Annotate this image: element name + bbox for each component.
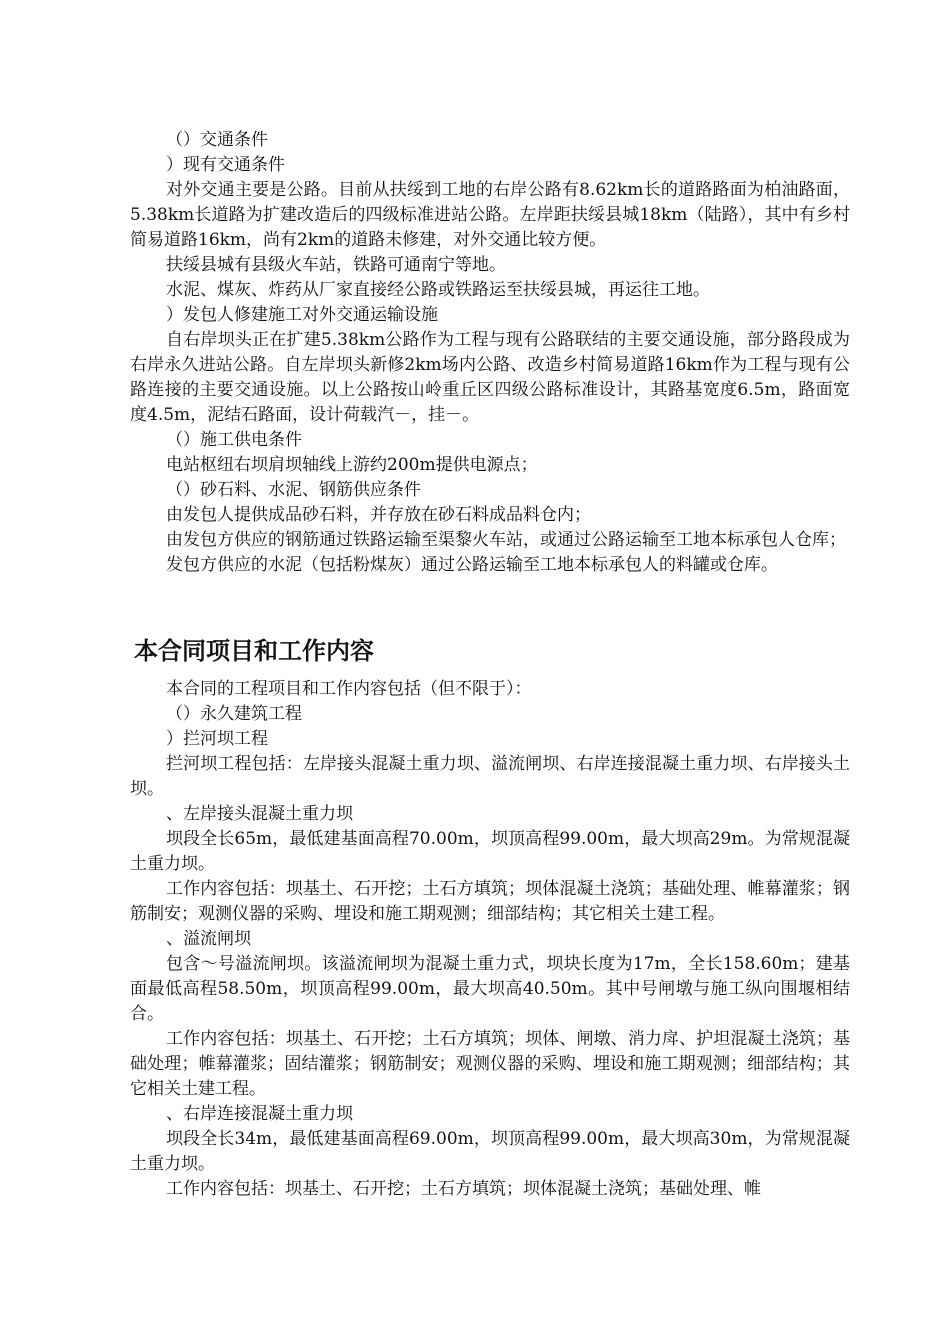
paragraph: 扶绥县城有县级火车站，铁路可通南宁等地。 — [166, 255, 506, 275]
paragraph: 坝段全长34m，最低建基面高程69.00m，坝顶高程99.00m，最大坝高30m，为常规混凝土重力坝。 — [130, 1129, 850, 1174]
section-heading: 本合同项目和工作内容 — [134, 637, 374, 665]
paragraph: 对外交通主要是公路。目前从扶绥到工地的右岸公路有8.62km长的道路路面为柏油路面，5.38km长道路为扩建改造后的四级标准进站公路。左岸距扶绥县城18km（陆路），其中有乡村简易道路16km，尚有2km的道路未修建，对外交通比较方便。 — [130, 180, 850, 250]
paragraph: ）拦河坝工程 — [166, 729, 268, 749]
paragraph: （）砂石料、水泥、钢筋供应条件 — [166, 480, 421, 500]
paragraph: 工作内容包括：坝基土、石开挖；土石方填筑；坝体、闸墩、消力戽、护坦混凝土浇筑；基础处理；帷幕灌浆；固结灌浆；钢筋制安；观测仪器的采购、埋设和施工期观测；细部结构；其它相关土建工程。 — [130, 1029, 850, 1099]
contract-items-section — [130, 677, 850, 1202]
paragraph: 由发包方供应的钢筋通过铁路运输至渠黎火车站，或通过公路运输至工地本标承包人仓库； — [166, 530, 846, 550]
paragraph: 工作内容包括：坝基土、石开挖；土石方填筑；坝体混凝土浇筑；基础处理、帷 — [166, 1179, 761, 1199]
paragraph: 、右岸连接混凝土重力坝 — [166, 1104, 353, 1124]
paragraph: 发包方供应的水泥（包括粉煤灰）通过公路运输至工地本标承包人的料罐或仓库。 — [166, 555, 778, 575]
paragraph: ）发包人修建施工对外交通运输设施 — [166, 305, 438, 325]
paragraph: ）现有交通条件 — [166, 155, 285, 175]
paragraph: （）永久建筑工程 — [166, 704, 302, 724]
traffic-conditions-section — [130, 128, 850, 578]
paragraph: 本合同的工程项目和工作内容包括（但不限于）： — [166, 679, 532, 699]
paragraph: 、左岸接头混凝土重力坝 — [166, 804, 353, 824]
paragraph: 拦河坝工程包括：左岸接头混凝土重力坝、溢流闸坝、右岸连接混凝土重力坝、右岸接头土坝。 — [130, 754, 850, 799]
paragraph: （）施工供电条件 — [166, 430, 302, 450]
paragraph: 水泥、煤灰、炸药从厂家直接经公路或铁路运至扶绥县城，再运往工地。 — [166, 280, 710, 300]
paragraph: （）交通条件 — [166, 130, 268, 150]
paragraph: 电站枢纽右坝肩坝轴线上游约200m提供电源点； — [166, 455, 538, 475]
paragraph: 自右岸坝头正在扩建5.38km公路作为工程与现有公路联结的主要交通设施，部分路段成为右岸永久进站公路。自左岸坝头新修2km场内公路、改造乡村简易道路16km作为工程与现有公路连接的主要交通设施。以上公路按山岭重丘区四级公路标准设计，其路基宽度6.5m，路面宽度4.5m，泥结石路面，设计荷载汽－，挂－。 — [130, 330, 850, 425]
paragraph: 工作内容包括：坝基土、石开挖；土石方填筑；坝体混凝土浇筑；基础处理、帷幕灌浆；钢筋制安；观测仪器的采购、埋设和施工期观测；细部结构；其它相关土建工程。 — [130, 879, 850, 924]
paragraph: 、溢流闸坝 — [166, 929, 251, 949]
paragraph: 包含～号溢流闸坝。该溢流闸坝为混凝土重力式，坝块长度为17m，全长158.60m；建基面最低高程58.50m，坝顶高程99.00m，最大坝高40.50m。其中号闸墩与施工纵向围堰相结合。 — [130, 954, 850, 1024]
paragraph: 由发包人提供成品砂石料，并存放在砂石料成品料仓内； — [166, 505, 591, 525]
paragraph: 坝段全长65m，最低建基面高程70.00m，坝顶高程99.00m，最大坝高29m。为常规混凝土重力坝。 — [130, 829, 850, 874]
